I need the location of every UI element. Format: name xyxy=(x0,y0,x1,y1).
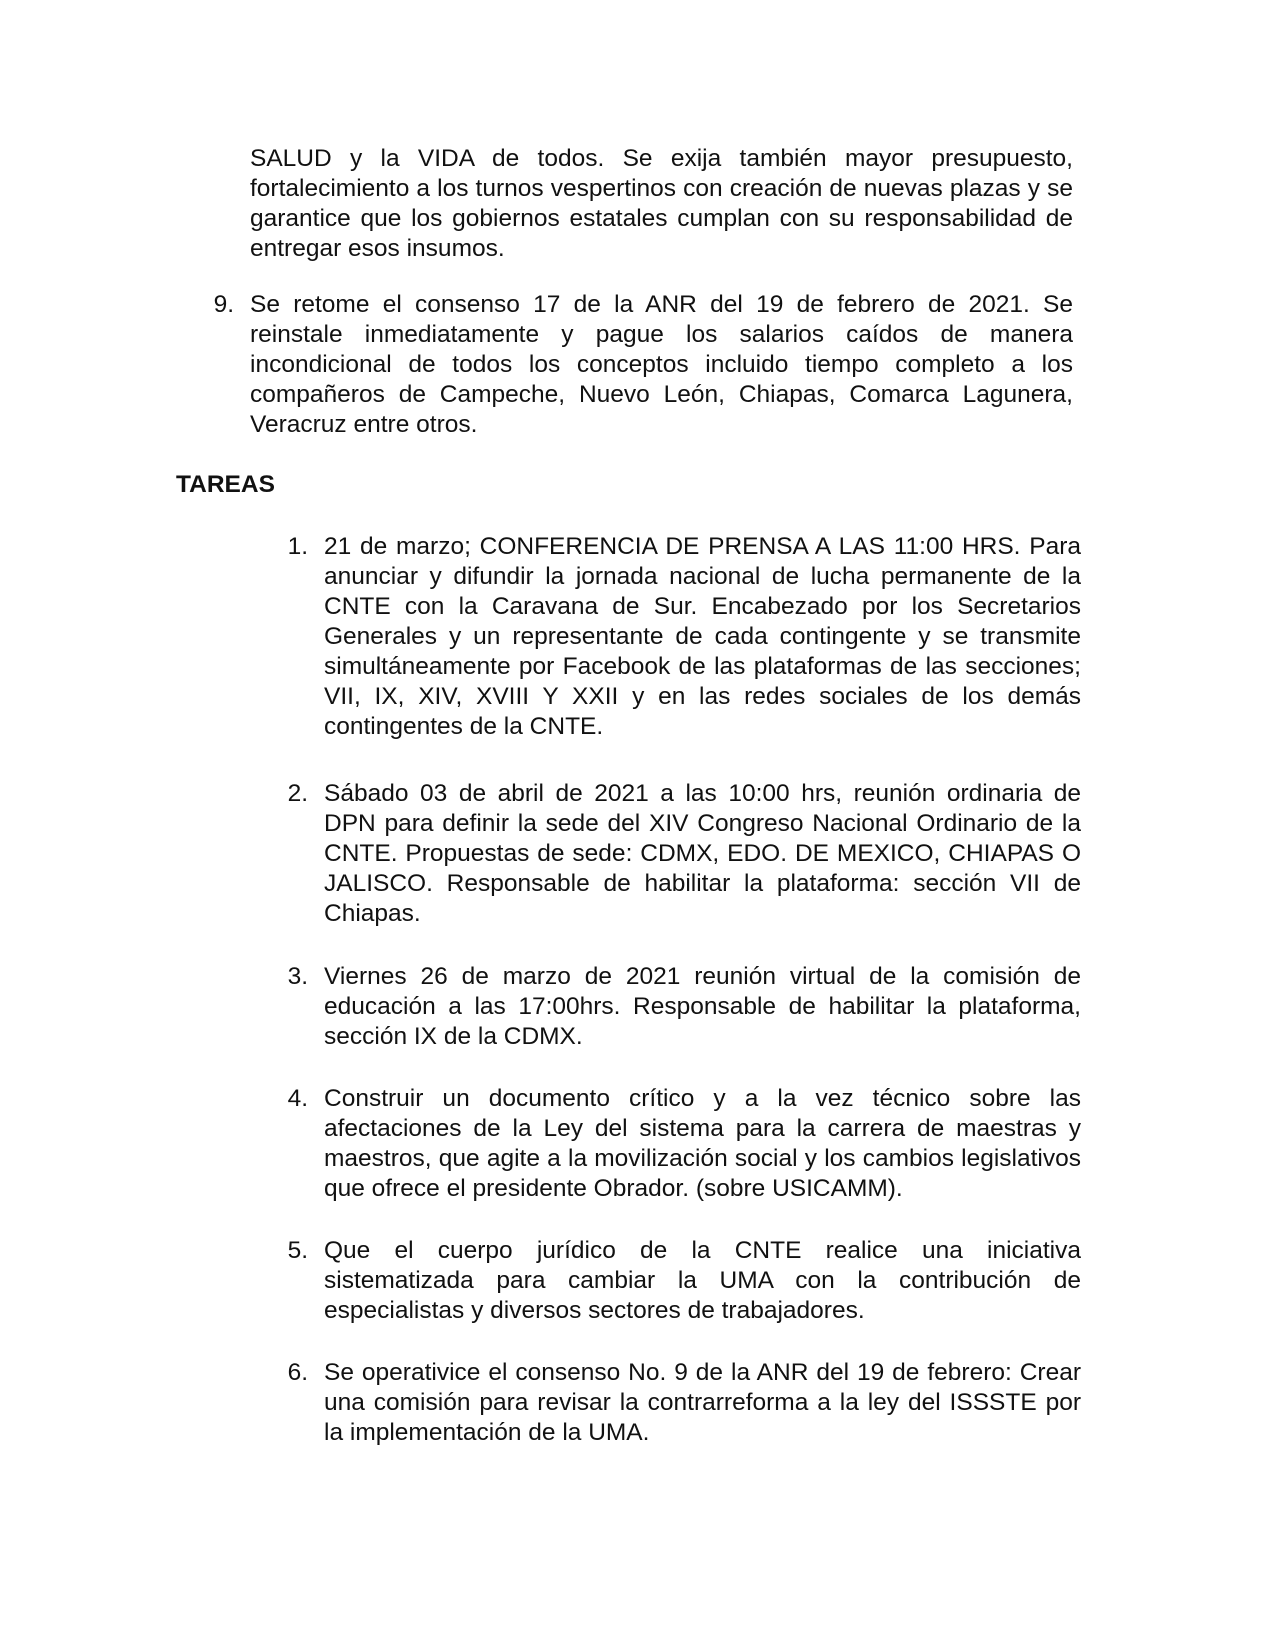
task-item-5 xyxy=(274,1236,1081,1331)
task-item-1 xyxy=(274,532,1081,747)
list-item-text: 21 de marzo; CONFERENCIA DE PRENSA A LAS 11:00 HRS. Para anunciar y difundir la jornada nacional de lucha permanente de la CNTE con la Caravana de Sur. Encabezado por los Secretarios Generales y un representante de cada contingente y se transmite simultáneamente por Facebook de las plataformas de las secciones; VII, IX, XIV, XVIII Y XXII y en las redes sociales de los demás contingentes de la CNTE. xyxy=(324,533,1081,740)
list-item-text: Que el cuerpo jurídico de la CNTE realice una iniciativa sistematizada para cambiar la UMA con la contribución de especialistas y diversos sectores de trabajadores. xyxy=(324,1237,1081,1324)
list-item-text: Se retome el consenso 17 de la ANR del 19 de febrero de 2021. Se reinstale inmediatamente y pague los salarios caídos de manera incondicional de todos los conceptos incluido tiempo completo a los compañeros de Campeche, Nuevo León, Chiapas, Comarca Lagunera, Veracruz entre otros. xyxy=(250,291,1073,438)
task-item-4 xyxy=(274,1084,1081,1209)
section-heading: TAREAS xyxy=(176,471,275,498)
list-item-text: Se operativice el consenso No. 9 de la ANR del 19 de febrero: Crear una comisión para revisar la contrarreforma a la ley del ISSSTE por la implementación de la UMA. xyxy=(324,1359,1081,1446)
list-number: 2. xyxy=(287,780,308,807)
list-item-text: Viernes 26 de marzo de 2021 reunión virtual de la comisión de educación a las 17:00hrs. Responsable de habilitar la plataforma, sección IX de la CDMX. xyxy=(324,963,1081,1050)
list-number: 9. xyxy=(213,291,234,318)
list-item-text: Construir un documento crítico y a la vez técnico sobre las afectaciones de la Ley del sistema para la carrera de maestras y maestros, que agite a la movilización social y los cambios legislativos que ofrece el presidente Obrador. (sobre USICAMM). xyxy=(324,1085,1081,1202)
list-number: 6. xyxy=(287,1359,308,1386)
list-number: 3. xyxy=(287,963,308,990)
task-item-2 xyxy=(274,779,1081,934)
list-number: 1. xyxy=(287,533,308,560)
list-item-text: Sábado 03 de abril de 2021 a las 10:00 hrs, reunión ordinaria de DPN para definir la sede del XIV Congreso Nacional Ordinario de la CNTE. Propuestas de sede: CDMX, EDO. DE MEXICO, CHIAPAS O JALISCO. Responsable de habilitar la plataforma: sección VII de Chiapas. xyxy=(324,780,1081,927)
intro-paragraph: SALUD y la VIDA de todos. Se exija también mayor presupuesto, fortalecimiento a los turnos vespertinos con creación de nuevas plazas y se garantice que los gobiernos estatales cumplan con su responsabilidad de entregar esos insumos. xyxy=(250,145,1073,262)
list-number: 5. xyxy=(287,1237,308,1264)
task-item-6 xyxy=(274,1358,1081,1453)
task-item-3 xyxy=(274,962,1081,1057)
list-number: 4. xyxy=(287,1085,308,1112)
demand-item-9 xyxy=(200,290,1073,438)
